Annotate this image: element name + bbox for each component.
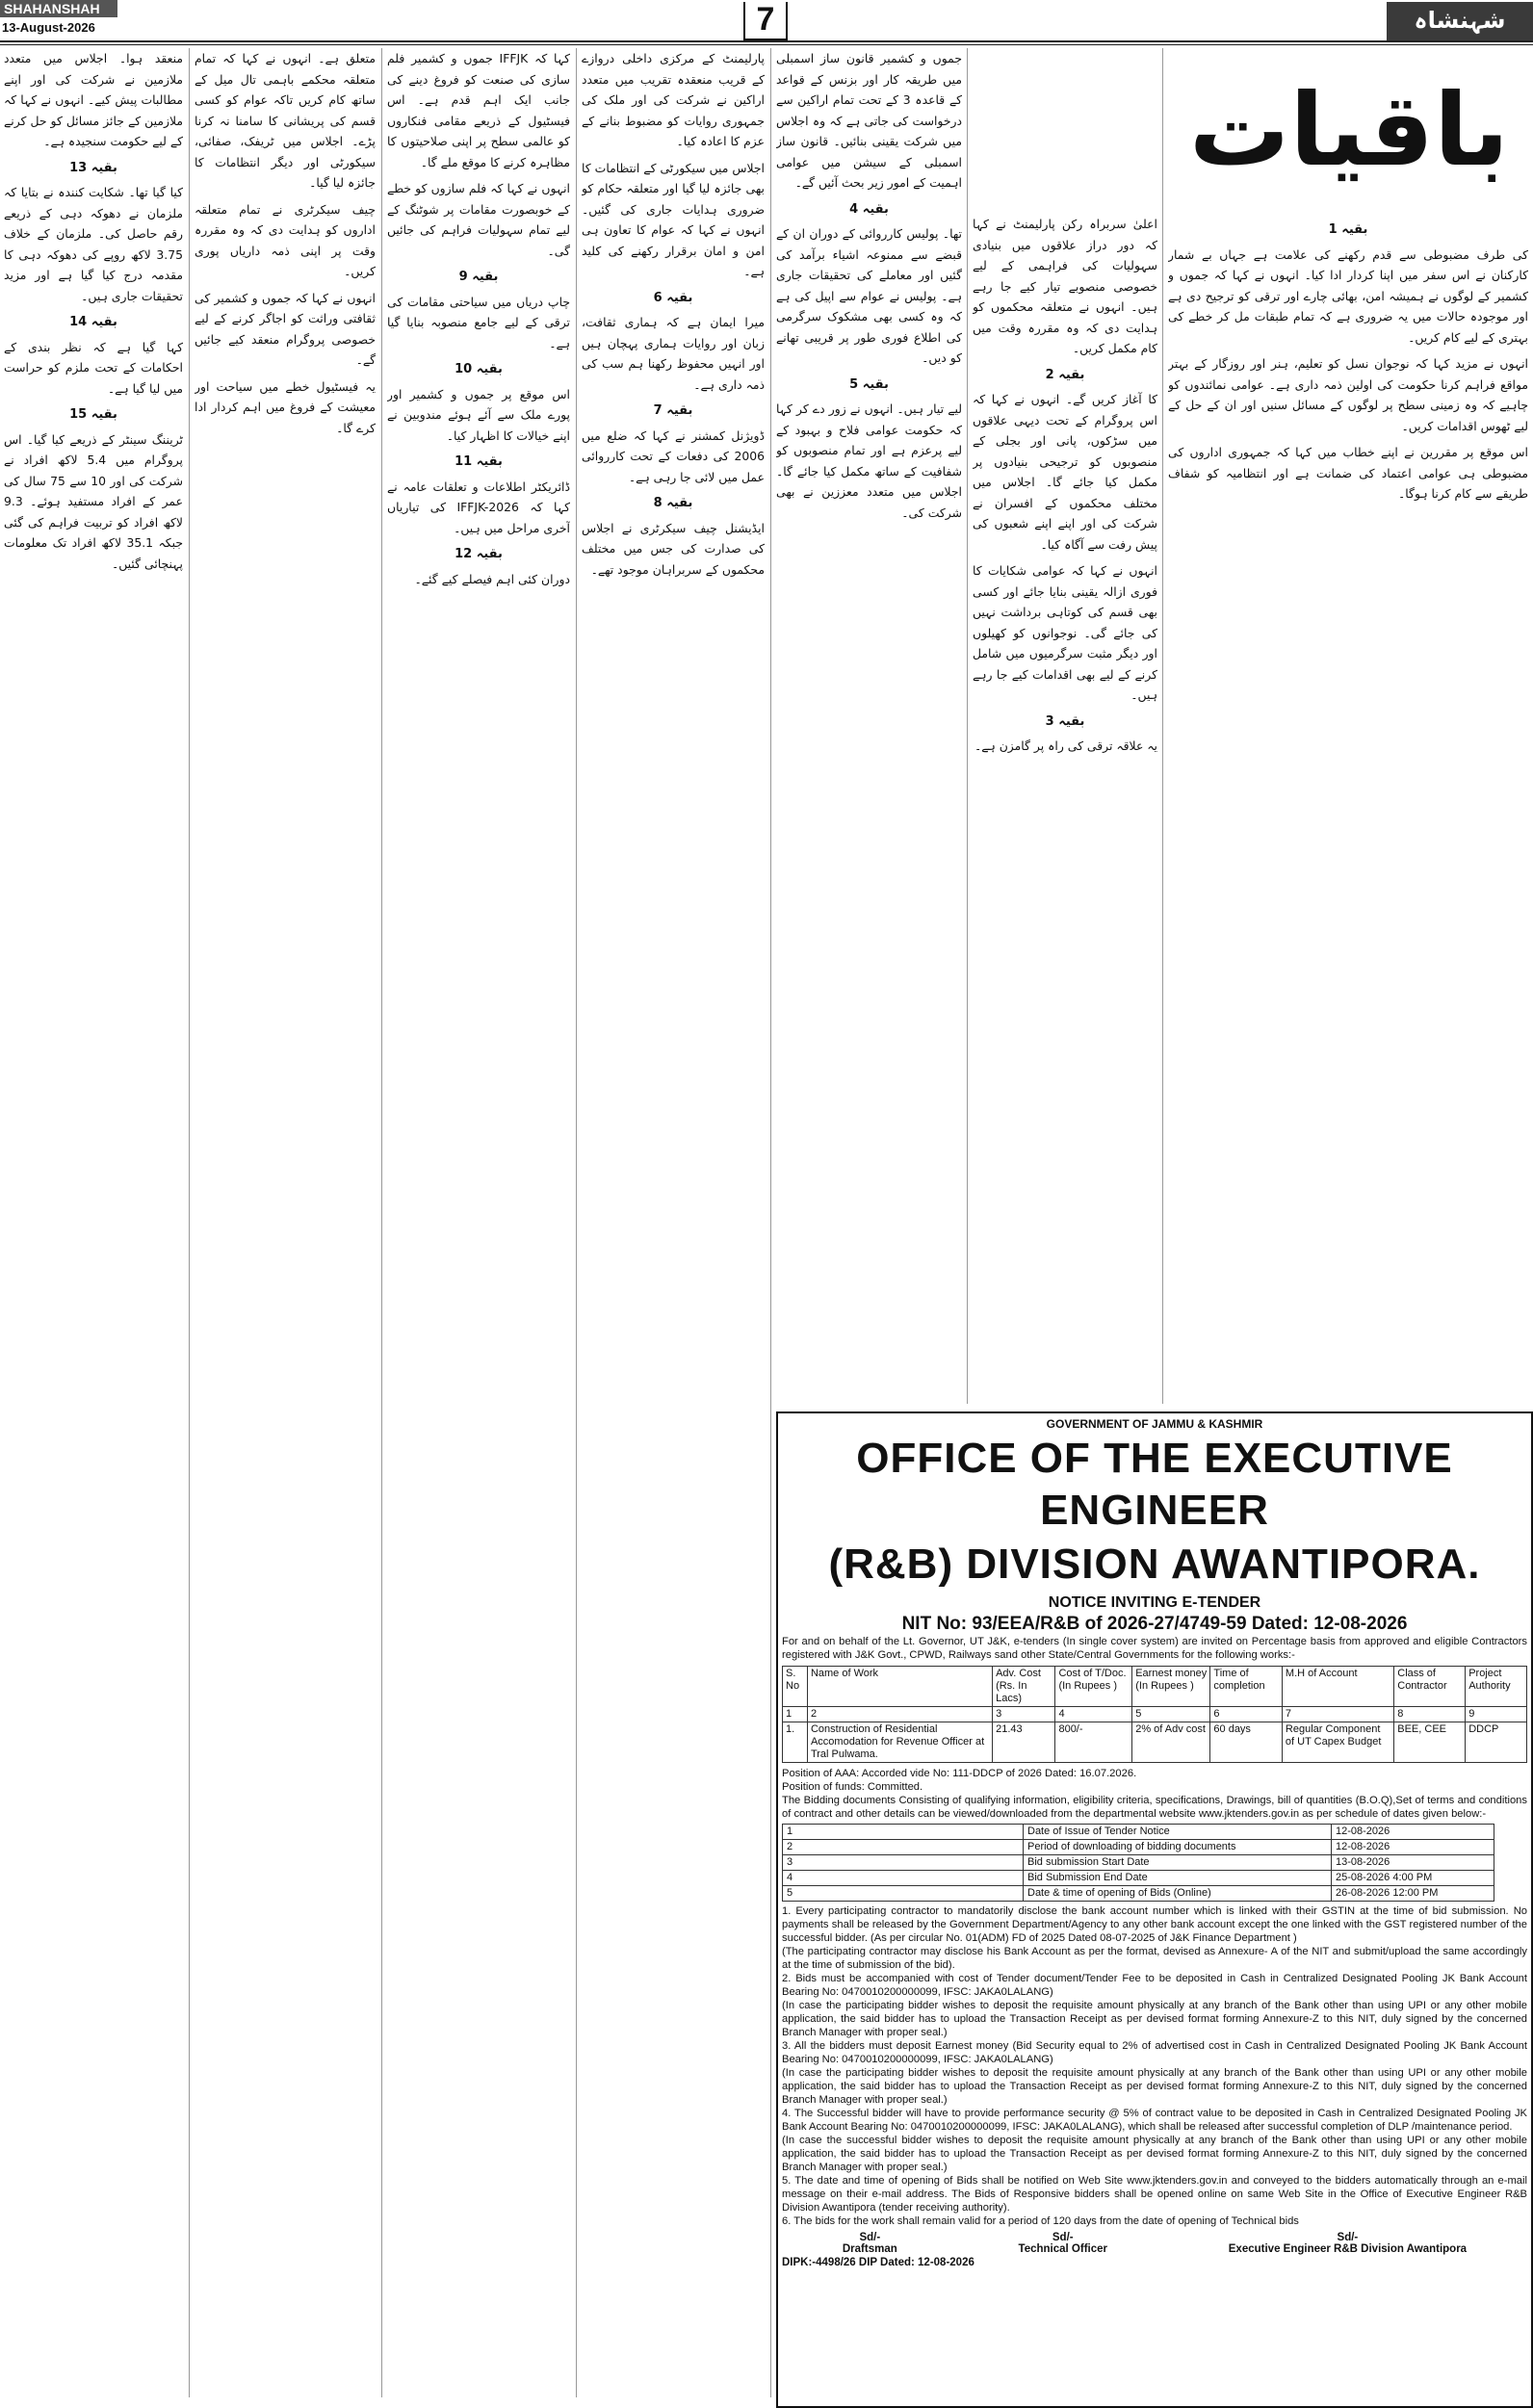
article-paragraph: ٹریننگ سینٹر کے ذریعے کیا گیا۔ اس پروگرام میں 5.4 لاکھ افراد نے شرکت کی اور 10 سے 75 سال کی عمر کے افراد مستفید ہوئے۔ 9.3 لاکھ افراد کو تربیت فراہم کی گئی جبکہ 35.1 لاکھ افراد تک معلومات پہنچائی گئیں۔ [4, 431, 183, 571]
article-paragraph: متعلق ہے۔ انہوں نے کہا کہ تمام متعلقہ محکمے باہمی تال میل کے ساتھ کام کریں تاکہ عوام کو کسی قسم کی پریشانی کا سامنا نہ کرنا پڑے۔ اجلاس میں ٹریفک، صفائی، سیکورٹی اور دیگر انتظامات کا جائزہ لیا گیا۔ [195, 51, 376, 190]
table-cell: 8 [1394, 1707, 1466, 1722]
table-cell: 25-08-2026 4:00 PM [1332, 1871, 1494, 1886]
notice-clause: 6. The bids for the work shall remain valid for a period of 120 days from the date of opening of Technical bids [782, 2215, 1299, 2227]
header-rule-thin [0, 44, 1533, 45]
notice-clause: 5. The date and time of opening of Bids shall be notified on Web Site www.jktenders.gov.in and conveyed to the bidders automatically through an e-mail message on their e-mail address. The Bids of Responsive bidders shall be opened online on same Web Site in the Office of Executive Engineer R&B Division Awantipora (tender receiving authority). [782, 2175, 1527, 2214]
continuation-heading: بقیہ 10 [455, 362, 503, 376]
article-paragraph: پارلیمنٹ کے مرکزی داخلی دروازے کے قریب منعقدہ تقریب میں متعدد اراکین نے شرکت کی اور ملک کی جمہوری روایات کو مضبوط بنانے کے عزم کا اعادہ کیا۔ [582, 51, 765, 148]
table-cell: 2 [783, 1840, 1024, 1855]
column-divider [967, 48, 968, 1404]
table-cell: 1 [783, 1707, 808, 1722]
continuation-heading: بقیہ 12 [455, 547, 503, 561]
table-cell: Cost of T/Doc. (In Rupees ) [1055, 1667, 1132, 1707]
table-cell: Bid Submission End Date [1024, 1871, 1332, 1886]
table-cell: 12-08-2026 [1332, 1825, 1494, 1840]
table-cell: 800/- [1055, 1722, 1132, 1763]
table-cell: M.H of Account [1282, 1667, 1393, 1707]
notice-intro: For and on behalf of the Lt. Governor, UT J&K, e-tenders (In single cover system) are invited on Percentage basis from approved and eligible Contractors registered with J&K Govt., CPWD, Railways sand other State/Central Governments for the following works:- [782, 1636, 1527, 1661]
table-cell: Project Authority [1466, 1667, 1527, 1707]
works-table-column-numbers [783, 1707, 1527, 1722]
table-row [783, 1722, 1527, 1763]
notice-clause: (The participating contractor may disclose his Bank Account as per the format, devised as Annexure- A of the NIT and submit/upload the same accordingly at the time of submission of the bid). [782, 1946, 1527, 1971]
table-row [783, 1825, 1494, 1840]
column-5 [387, 48, 570, 2397]
article-paragraph: لیے تیار ہیں۔ انہوں نے زور دے کر کہا کہ حکومت عوامی فلاح و بہبود کے لیے پرعزم ہے اور تمام منصوبوں کو شفافیت کے ساتھ مکمل کیا جائے گا۔ اجلاس میں متعدد معززین نے بھی شرکت کی۔ [776, 401, 962, 520]
page-number: 7 [743, 2, 788, 40]
continuation-heading: بقیہ 9 [458, 270, 499, 284]
article-paragraph: انہوں نے کہا کہ عوامی شکایات کا فوری ازالہ یقینی بنایا جائے اور کسی بھی قسم کی کوتاہی برداشت نہیں کی جائے گی۔ نوجوانوں کو کھیلوں اور دیگر مثبت سرگرمیوں میں شامل کرنے کے لیے بھی اقدامات کیے جا رہے ہیں۔ [973, 563, 1157, 702]
column-1 [1168, 214, 1528, 1400]
column-7 [4, 48, 183, 2397]
article-paragraph: کی طرف مضبوطی سے قدم رکھنے کی علامت ہے جہاں بے شمار کارکنان نے اس سفر میں اپنا کردار ادا کیا۔ انہوں نے کہا کہ جموں و کشمیر کے لوگوں نے ہمیشہ امن، بھائی چارے اور ترقی کو ترجیح دی ہے اور موجودہ حالات میں یہ ضروری ہے کہ تمام طبقات مل کر خطے کی بہتری کے لیے کام کریں۔ [1168, 246, 1528, 345]
notice-clause: 4. The Successful bidder will have to provide performance security @ 5% of contract value to be deposited in Cash in Centralized Designated Pooling JK Bank Account Bearing No: 0470010200000099, IFSC: JAKA0LALANG), which shall be released after successful completion of DLP /maintenance period. [782, 2108, 1527, 2133]
table-cell: 13-08-2026 [1332, 1855, 1494, 1871]
article-paragraph: اس موقع پر مقررین نے اپنے خطاب میں کہا کہ جمہوری اداروں کی مضبوطی ہی عوامی اعتماد کی ضمانت ہے اور انتظامیہ کو شفاف طریقے سے کام کرنا ہوگا۔ [1168, 445, 1528, 501]
notice-clause: (In case the participating bidder wishes to deposit the requisite amount physically at any branch of the Bank other than using UPI or any other mobile application, the said bidder has to upload the Transaction Receipt as per devised format forming Annexure-Z to this NIT, duly signed by the concerned Branch Manager with proper seal.) [782, 2000, 1527, 2038]
works-table-header [783, 1667, 1527, 1707]
article-paragraph: تھا۔ پولیس کارروائی کے دوران ان کے قبضے سے ممنوعہ اشیاء برآمد کی گئیں اور معاملے کی تحقیقات جاری ہے۔ پولیس نے عوام سے اپیل کی ہے کہ وہ کسی بھی مشکوک سرگرمی کی اطلاع فوری طور پر قریبی تھانے کو دیں۔ [776, 226, 962, 365]
notice-clauses [782, 1904, 1527, 2228]
notice-clause: 3. All the bidders must deposit Earnest money (Bid Security equal to 2% of advertised cost in Cash in Centralized Designated Pooling JK Bank Account Bearing No: 0470010200000099, IFSC: JAKA0LALANG) [782, 2040, 1527, 2065]
article-paragraph: ڈائریکٹر اطلاعات و تعلقات عامہ نے کہا کہ IFFJK-2026 کی تیاریاں آخری مراحل میں ہیں۔ [387, 479, 570, 535]
notice-clause: 2. Bids must be accompanied with cost of Tender document/Tender Fee to be deposited in Cash in Centralized Designated Pooling JK Bank Account Bearing No: 0470010200000099, IFSC: JAKA0LALANG) [782, 1973, 1527, 1998]
table-cell: 6 [1210, 1707, 1283, 1722]
table-cell: 9 [1466, 1707, 1527, 1722]
header-rule [0, 40, 1533, 42]
table-cell: 1 [783, 1825, 1024, 1840]
continuation-heading: بقیہ 4 [849, 201, 889, 217]
column-divider [770, 48, 771, 2397]
schedule-table [782, 1824, 1494, 1902]
notice-clause: (In case the successful bidder wishes to deposit the requisite amount physically at any branch of the Bank other than using UPI or any other mobile application, the said bidder has to upload the Transaction Receipt as per devised format forming Annexure-Z to this NIT, duly signed by the concerned Branch Manager with proper seal.) [782, 2135, 1527, 2173]
signature-executive-engineer: Sd/- Executive Engineer R&B Division Awantipora [1228, 2232, 1468, 2255]
nit-number: NIT No: 93/EEA/R&B of 2026-27/4749-59 Dated: 12-08-2026 [901, 1614, 1408, 1634]
column-3 [776, 48, 962, 1400]
article-paragraph: کا آغاز کریں گے۔ انہوں نے کہا کہ اس پروگرام کے تحت دیہی علاقوں میں سڑکوں، پانی اور بجلی کے منصوبوں کو ترجیحی بنیادوں پر مکمل کیا جائے گا۔ اجلاس میں مختلف محکموں کے افسران نے شرکت کی اور اپنے اپنے شعبوں کی پیش رفت سے آگاہ کیا۔ [973, 392, 1157, 552]
article-paragraph: منعقد ہوا۔ اجلاس میں متعدد ملازمین نے شرکت کی اور اپنے مطالبات پیش کیے۔ انہوں نے کہا کہ ملازمین کے جائز مسائل کو حل کرنے کے لیے حکومت سنجیدہ ہے۔ [4, 51, 183, 148]
continuation-heading: بقیہ 14 [69, 315, 117, 329]
table-row [783, 1871, 1494, 1886]
table-cell: 26-08-2026 12:00 PM [1332, 1886, 1494, 1902]
table-row [783, 1840, 1494, 1855]
article-paragraph: ڈویژنل کمشنر نے کہا کہ ضلع میں 2006 کی دفعات کے تحت کارروائی عمل میں لائی جا رہی ہے۔ [582, 427, 765, 484]
article-paragraph: چیف سیکرٹری نے تمام متعلقہ اداروں کو ہدایت دی کہ وہ مقررہ وقت پر اپنی ذمہ داریاں پوری کریں۔ [195, 201, 376, 278]
table-cell: 21.43 [993, 1722, 1055, 1763]
table-cell: Date & time of opening of Bids (Online) [1024, 1886, 1332, 1902]
column-2 [973, 214, 1157, 1400]
table-cell: DDCP [1466, 1722, 1527, 1763]
column-divider [1162, 48, 1163, 1404]
continuation-heading: بقیہ 6 [653, 290, 693, 305]
table-row [783, 1855, 1494, 1871]
table-cell: Period of downloading of bidding documents [1024, 1840, 1332, 1855]
table-cell: 3 [993, 1707, 1055, 1722]
article-paragraph: انہوں نے کہا کہ جموں و کشمیر کی ثقافتی وراثت کو اجاگر کرنے کے لیے خصوصی پروگرام منعقد کیے جائیں گے۔ [195, 290, 376, 367]
table-cell: Adv. Cost (Rs. In Lacs) [993, 1667, 1055, 1707]
works-table [782, 1666, 1527, 1763]
column-divider [189, 48, 190, 2397]
table-cell: 4 [783, 1871, 1024, 1886]
table-cell: 7 [1282, 1707, 1393, 1722]
article-paragraph: کہا گیا ہے کہ نظر بندی کے احکامات کے تحت ملزم کو حراست میں لیا گیا ہے۔ [4, 339, 183, 396]
article-paragraph: یہ فیسٹیول خطے میں سیاحت اور معیشت کے فروغ میں اہم کردار ادا کرے گا۔ [195, 378, 376, 435]
continuation-heading: بقیہ 13 [69, 160, 117, 175]
column-divider [576, 48, 577, 2397]
section-masthead: باقیات [1188, 71, 1510, 189]
table-cell: BEE, CEE [1394, 1722, 1466, 1763]
article-paragraph: انہوں نے کہا کہ فلم سازوں کو خطے کے خوبصورت مقامات پر شوٹنگ کے لیے تمام سہولیات فراہم کی جائیں گی۔ [387, 181, 570, 258]
article-paragraph: میرا ایمان ہے کہ ہماری ثقافت، زبان اور روایات ہماری پہچان ہیں اور انہیں محفوظ رکھنا ہم سب کی ذمہ داری ہے۔ [582, 315, 765, 392]
office-title-line1: OFFICE OF THE EXECUTIVE ENGINEER [856, 1435, 1453, 1534]
signatures [782, 2232, 1527, 2255]
position-aaa: Position of AAA: Accorded vide No: 111-DDCP of 2026 Dated: 16.07.2026. [782, 1768, 1137, 1779]
continuation-heading: بقیہ 2 [1045, 367, 1085, 382]
table-cell: 4 [1055, 1707, 1132, 1722]
column-divider [381, 48, 382, 2397]
table-cell: Bid submission Start Date [1024, 1855, 1332, 1871]
brand-name-urdu: شہنشاہ [1387, 2, 1533, 40]
table-cell: 1. [783, 1722, 808, 1763]
table-cell: 2% of Adv cost [1132, 1722, 1210, 1763]
continuation-heading: بقیہ 1 [1328, 222, 1368, 237]
column-4 [582, 48, 765, 2397]
position-funds: Position of funds: Committed. [782, 1781, 923, 1793]
table-cell: Regular Component of UT Capex Budget [1282, 1722, 1393, 1763]
table-cell: 60 days [1210, 1722, 1283, 1763]
government-line: GOVERNMENT OF JAMMU & KASHMIR [1046, 1417, 1263, 1431]
dipk-reference: DIPK:-4498/26 DIP Dated: 12-08-2026 [782, 2257, 974, 2268]
table-cell: S. No [783, 1667, 808, 1707]
article-paragraph: اجلاس میں سیکورٹی کے انتظامات کا بھی جائزہ لیا گیا اور متعلقہ حکام کو ضروری ہدایات جاری کی گئیں۔ انہوں نے کہا کہ عوام کا تعاون ہی امن و امان برقرار رکھنے کی کلید ہے۔ [582, 160, 765, 278]
brand-name-english: SHAHANSHAH [0, 0, 117, 17]
continuation-heading: بقیہ 5 [849, 376, 889, 392]
column-6 [195, 48, 376, 2397]
signature-draftsman: Sd/- Draftsman [842, 2232, 897, 2255]
table-cell: 2 [807, 1707, 992, 1722]
article-paragraph: کیا گیا تھا۔ شکایت کنندہ نے بتایا کہ ملزمان نے دھوکہ دہی کے ذریعے رقم حاصل کی۔ ملزمان کے خلاف 3.75 لاکھ روپے کی دھوکہ دہی کا مقدمہ درج کیا گیا ہے اور مزید تحقیقات جاری ہیں۔ [4, 185, 183, 303]
table-cell: 5 [1132, 1707, 1210, 1722]
table-cell: 12-08-2026 [1332, 1840, 1494, 1855]
article-paragraph: انہوں نے مزید کہا کہ نوجوان نسل کو تعلیم، ہنر اور روزگار کے بہتر مواقع فراہم کرنا حکومت کی اولین ذمہ داری ہے۔ عوامی نمائندوں کو چاہیے کہ وہ زمینی سطح پر لوگوں کے مسائل سنیں اور ان کے حل کے لیے ٹھوس اقدامات کریں۔ [1168, 356, 1528, 433]
continuation-heading: بقیہ 11 [455, 454, 503, 469]
notice-clause: (In case the participating bidder wishes to deposit the requisite amount physically at any branch of the Bank other than using UPI or any other mobile application, the said bidder has to upload the Transaction Receipt as per devised format forming Annexure-Z to this NIT, duly signed by the concerned Branch Manager with proper seal.) [782, 2067, 1527, 2106]
table-cell: Date of Issue of Tender Notice [1024, 1825, 1332, 1840]
continuation-heading: بقیہ 8 [653, 496, 693, 510]
table-row [783, 1886, 1494, 1902]
table-cell: Time of completion [1210, 1667, 1283, 1707]
article-paragraph: چاپ دریاں میں سیاحتی مقامات کی ترقی کے لیے جامع منصوبہ بنایا گیا ہے۔ [387, 294, 570, 350]
continuation-heading: بقیہ 15 [69, 407, 117, 422]
article-paragraph: ایڈیشنل چیف سیکرٹری نے اجلاس کی صدارت کی جس میں مختلف محکموں کے سربراہان موجود تھے۔ [582, 520, 765, 577]
article-paragraph: دوران کئی اہم فیصلے کیے گئے۔ [414, 571, 570, 586]
notice-title: NOTICE INVITING E-TENDER [1048, 1594, 1261, 1611]
issue-date: 13-August-2026 [2, 20, 95, 35]
article-paragraph: جموں و کشمیر قانون ساز اسمبلی میں طریقہ کار اور بزنس کے قواعد کے قاعدہ 3 کے تحت تمام اراکین سے درخواست کی جاتی ہے کہ وہ اجلاس میں شرکت یقینی بنائیں۔ قانون ساز اسمبلی کے سیشن میں عوامی اہمیت کے امور زیر بحث آئیں گے۔ [776, 51, 962, 190]
article-paragraph: یہ علاقہ ترقی کی راہ پر گامزن ہے۔ [974, 738, 1157, 753]
bidding-documents-text: The Bidding documents Consisting of qualifying information, eligibility criteria, specifications, Drawings, bill of quantities (B.O.Q),Set of terms and conditions of contract and other details can be viewed/downloaded from the departmental website www.jktenders.gov.in as per schedule of dates given below:- [782, 1795, 1527, 1820]
tender-notice [776, 1411, 1533, 2408]
article-paragraph: کہا کہ IFFJK جموں و کشمیر فلم سازی کی صنعت کو فروغ دینے کی جانب ایک اہم قدم ہے۔ اس فیسٹیول کے ذریعے مقامی فنکاروں کو عالمی سطح پر اپنی صلاحیتوں کا مظاہرہ کرنے کا موقع ملے گا۔ [387, 51, 570, 169]
notice-clause: 1. Every participating contractor to mandatorily disclose the bank account number which is linked with their GSTIN at the time of bid submission. No payments shall be released by the Government Department/Agency to any other bank account except the one linked with the GST registered number of the successful bidder. (As per circular No. 01(ADM) FD of 2025 Dated 08-07-2025 of J&K Finance Department ) [782, 1905, 1527, 1944]
table-cell: Class of Contractor [1394, 1667, 1466, 1707]
office-title-line2: (R&B) DIVISION AWANTIPORA. [828, 1541, 1481, 1588]
continuation-heading: بقیہ 7 [653, 403, 693, 418]
article-paragraph: اس موقع پر جموں و کشمیر اور پورے ملک سے آئے ہوئے مندوبین نے اپنے خیالات کا اظہار کیا۔ [387, 386, 570, 443]
table-cell: Name of Work [807, 1667, 992, 1707]
table-cell: 3 [783, 1855, 1024, 1871]
table-cell: 5 [783, 1886, 1024, 1902]
signature-technical-officer: Sd/- Technical Officer [1018, 2232, 1107, 2255]
table-cell: Construction of Residential Accomodation for Revenue Officer at Tral Pulwama. [807, 1722, 992, 1763]
article-paragraph: اعلیٰ سربراہ رکن پارلیمنٹ نے کہا کہ دور دراز علاقوں میں بنیادی سہولیات کی فراہمی کے لیے خصوصی منصوبے تیار کیے جا رہے ہیں۔ انہوں نے متعلقہ محکموں کو ہدایت دی کہ وہ مقررہ وقت میں کام مکمل کریں۔ [973, 217, 1157, 355]
continuation-heading: بقیہ 3 [1045, 713, 1085, 729]
table-cell: Earnest money (In Rupees ) [1132, 1667, 1210, 1707]
